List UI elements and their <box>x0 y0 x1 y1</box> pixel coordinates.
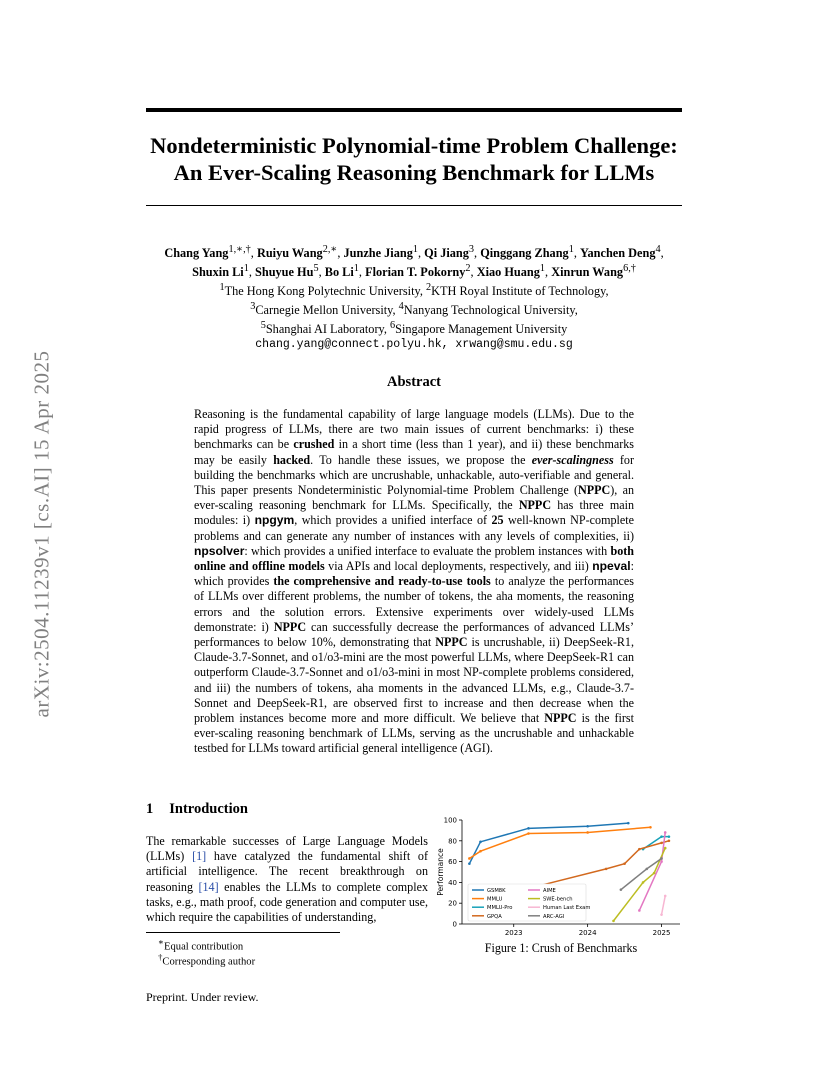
author-name: Shuxin Li <box>192 265 244 280</box>
series-point <box>660 842 663 845</box>
author-name: Qi Jiang <box>424 246 469 261</box>
affil-num: 2 <box>425 282 432 294</box>
affiliation-line-3 <box>146 318 682 337</box>
legend-label: AIME <box>543 888 556 894</box>
y-axis-label: Performance <box>436 848 445 896</box>
series-point <box>645 868 648 871</box>
legend-label: MMLU-Pro <box>487 905 513 912</box>
author-marks: 5 <box>313 263 319 275</box>
author-name: Shuyue Hu <box>255 265 314 280</box>
benchmark-crush-chart <box>432 812 686 936</box>
abstract-text-run: NPPC <box>273 619 307 634</box>
abstract-text-run: is uncrushable, ii) DeepSeek-R1, Claude-3.7-Sonnet, and o1/o3-mini are the most powerful LLMs, where DeepSeek-R1 can outperform Claude-3.7-Sonnet and o1/o3-mini in most NP-complete problems considered, and iii) the numbers of tokens, aha moments in the advanced LLMs, e.g., Claude-3.7-Sonnet and DeepSeek-R1, are observed first to increase and then decrease when the problem instances become more and more difficult. We believe that <box>194 635 634 726</box>
series-line <box>469 827 650 858</box>
abstract-text-run: can successfully decrease the performances of advanced LLMs’ performances to below 10%, demonstrating that <box>194 619 634 650</box>
x-tick-label: 2024 <box>578 929 597 936</box>
legend-label: GSM8K <box>487 888 506 894</box>
abstract-text-run: : which provides a unified interface to evaluate the problem instances with <box>244 543 611 558</box>
author-marks: 1 <box>539 263 546 275</box>
series-point <box>605 868 608 871</box>
series-line <box>469 823 628 864</box>
series-point <box>638 909 641 912</box>
abstract-text-run: : which provides <box>194 559 634 589</box>
series-point <box>620 888 623 891</box>
y-tick-label: 60 <box>448 858 457 867</box>
abstract-text-run: ever-scalingness <box>531 452 614 467</box>
abstract-text-run: NPPC <box>435 635 468 650</box>
intro-text-run: have catalyzed the fundamental shift of artificial intelligence. The recent breakthrough on reasoning <box>146 849 429 894</box>
series-point <box>623 862 626 865</box>
y-tick-label: 20 <box>448 899 457 908</box>
series-point <box>664 895 667 898</box>
author-name: Bo Li <box>324 265 354 280</box>
author-marks: 2 <box>465 263 471 275</box>
series-point <box>664 847 667 850</box>
author-marks: 1 <box>568 244 574 255</box>
y-tick-label: 40 <box>448 878 457 887</box>
author-marks: 3 <box>468 244 475 255</box>
footnote-corresponding <box>158 950 255 970</box>
affil-num: 4 <box>398 301 404 313</box>
citation-link[interactable]: [1] <box>192 849 207 864</box>
series-point <box>642 881 645 884</box>
intro-text-run: The remarkable successes of Large Language Models (LLMs) <box>146 834 428 864</box>
section-title: Introduction <box>169 801 248 817</box>
affiliation-line-1 <box>146 280 682 299</box>
arxiv-id: arXiv:2504.11239v1 [cs.AI] 15 Apr 2025 <box>29 350 54 718</box>
series-point <box>660 835 663 838</box>
series-point <box>653 872 656 875</box>
series-line <box>662 896 666 915</box>
abstract-text-run: crushed <box>293 437 335 452</box>
abstract-text-run: Reasoning is the fundamental capability of large language models (LLMs). Due to the rapid progress of LLMs, there are two main issues of current benchmarks: i) these benchmarks can be <box>194 407 634 452</box>
preprint-note: Preprint. Under review. <box>146 990 259 1004</box>
legend-label: ARC-AGI <box>543 913 565 920</box>
author-line-2: Shuxin Li$^1$, Shuyue Hu$^5$, Bo Li$^1$, Florian T. Pokorny$^2$, Xiao Huang$^1$, Xinrun Wang$^{6,\dagger}$ <box>192 263 636 280</box>
abstract-text-run: NPPC <box>544 711 577 726</box>
author-name: Qinggang Zhang <box>480 246 569 261</box>
series-point <box>660 857 663 860</box>
section-heading <box>146 801 248 818</box>
footnote-rule <box>146 932 340 933</box>
citation-link[interactable]: [14] <box>198 879 219 894</box>
series-point <box>664 831 667 834</box>
series-point <box>479 850 482 853</box>
y-tick-label: 0 <box>452 920 457 929</box>
abstract-text-run: the comprehensive and ready-to-use tools <box>273 574 491 589</box>
legend-label: GPQA <box>487 913 502 920</box>
series-line <box>536 841 669 887</box>
author-name: Xinrun Wang <box>551 265 624 280</box>
figure-caption: Figure 1: Crush of Benchmarks <box>484 941 638 955</box>
series-point <box>586 831 589 834</box>
author-marks: 1,∗,† <box>228 244 251 255</box>
series-point <box>612 920 615 923</box>
section-number: 1 <box>146 801 154 817</box>
author-marks: 4 <box>655 244 661 255</box>
abstract-text-run: npgym <box>254 513 295 528</box>
footnote-text: Corresponding author <box>162 956 256 968</box>
abstract-text-run: , which provides a unified interface of <box>294 513 492 528</box>
author-marks: 2,∗ <box>322 244 338 255</box>
author-name: Junzhe Jiang <box>343 246 413 261</box>
abstract-text-run: . To handle these issues, we propose the <box>310 452 532 467</box>
author-marks: 1 <box>353 263 359 275</box>
abstract-heading: Abstract <box>387 374 441 390</box>
abstract-text-run: npsolver <box>194 543 245 558</box>
title-line-2: An Ever-Scaling Reasoning Benchmark for LLMs <box>173 160 655 185</box>
series-point <box>627 822 630 825</box>
legend-label: MMLU <box>487 896 503 903</box>
series-point <box>527 827 530 830</box>
author-marks: 1 <box>412 244 418 255</box>
abstract-text-run: via APIs and local deployments, respectively, and iii) <box>324 559 593 574</box>
affiliation: Singapore Management University <box>395 322 568 337</box>
abstract-text-run: npeval <box>592 559 631 574</box>
footnote-text: Equal contribution <box>164 941 244 953</box>
title-top-rule <box>146 108 682 112</box>
affiliation: The Hong Kong Polytechnic University, <box>224 284 426 299</box>
series-point <box>468 862 471 865</box>
legend-label: SWE-bench <box>543 896 573 903</box>
author-name: Chang Yang <box>164 246 229 261</box>
arxiv-sidebar-stamp <box>22 296 62 772</box>
abstract-text-run: 25 <box>491 513 504 528</box>
affil-num: 3 <box>250 301 256 313</box>
series-point <box>638 848 641 851</box>
affil-num: 1 <box>219 282 225 294</box>
series-point <box>660 913 663 916</box>
abstract-text-run: well-known NP-complete problems and can generate any number of instances with any levels of complexities, ii) <box>194 513 634 543</box>
x-tick-label: 2025 <box>652 929 671 936</box>
affiliation-line-2 <box>146 299 682 318</box>
introduction-body <box>146 834 428 925</box>
author-emails: chang.yang@connect.polyu.hk, xrwang@smu.edu.sg <box>255 338 573 352</box>
abstract-body <box>194 407 634 757</box>
author-name: Florian T. Pokorny <box>365 265 466 280</box>
series-point <box>660 860 663 863</box>
abstract-text-run: for building the benchmarks which are uncrushable, unhackable, auto-verifiable and general. This paper presents Nondeterministic Polynomial-time Problem Challenge ( <box>194 452 635 498</box>
abstract-text-run: both online and offline models <box>194 543 634 574</box>
abstract-text-run: has three main modules: i) <box>194 498 634 528</box>
author-name: Xiao Huang <box>476 265 540 280</box>
abstract-text-run: to analyze the performances of LLMs over different problems, the number of tokens, the aha moments, the reasoning errors and the solution errors. Extensive experiments over widely-used LLMs demonstrate: i) <box>194 574 634 634</box>
author-block <box>146 242 682 353</box>
affil-num: 5 <box>260 320 266 332</box>
legend-label: Human Last Exam <box>543 905 591 912</box>
series-point <box>668 840 671 843</box>
affiliation: Carnegie Mellon University, <box>255 303 399 318</box>
abstract-text-run: in a short time (less than 1 year), and ii) these benchmarks may be easily <box>194 437 635 467</box>
abstract-text-run: NPPC <box>578 483 611 498</box>
x-tick-label: 2023 <box>504 929 523 936</box>
y-tick-label: 80 <box>448 837 457 846</box>
series-point <box>649 826 652 829</box>
affiliation: Shanghai AI Laboratory, <box>265 322 391 337</box>
affiliation: KTH Royal Institute of Technology, <box>431 284 609 299</box>
series-point <box>468 857 471 860</box>
series-point <box>586 825 589 828</box>
author-line-1: Chang Yang$^{1,∗,\dagger}$, Ruiyu Wang$^{2,∗}$, Junzhe Jiang$^1$, Qi Jiang$^3$, Qinggang Zhang$^1$, Yanchen Deng$^4$, <box>164 244 664 261</box>
paper-title <box>146 132 682 186</box>
author-name: Yanchen Deng <box>579 246 656 261</box>
series-point <box>479 841 482 844</box>
author-marks: 1 <box>243 263 249 275</box>
series-point <box>668 835 671 838</box>
affil-num: 6 <box>390 320 396 332</box>
footnote-mark: ∗ <box>158 937 165 947</box>
abstract-text-run: hacked <box>273 452 311 467</box>
footnote-mark: † <box>158 952 163 962</box>
title-line-1: Nondeterministic Polynomial-time Problem Challenge: <box>150 133 678 158</box>
title-bottom-rule <box>146 205 682 206</box>
affiliation: Nanyang Technological University, <box>403 303 578 318</box>
abstract-text-run: NPPC <box>518 498 552 513</box>
abstract-text-run: ), an ever-scaling reasoning benchmark for LLMs. Specifically, the <box>194 483 634 513</box>
intro-text-run: enables the LLMs to complete complex tasks, e.g., math proof, code generation and computer use, which require the capabilities of understanding, <box>146 879 428 925</box>
y-tick-label: 100 <box>443 816 457 825</box>
series-point <box>527 832 530 835</box>
author-marks: 6,† <box>623 263 636 275</box>
abstract-text-run: is the first ever-scaling reasoning benchmark of LLMs, serving as the uncrushable and unhackable testbed for LLMs toward artificial general intelligence (AGI). <box>194 711 634 756</box>
author-name: Ruiyu Wang <box>256 246 323 261</box>
